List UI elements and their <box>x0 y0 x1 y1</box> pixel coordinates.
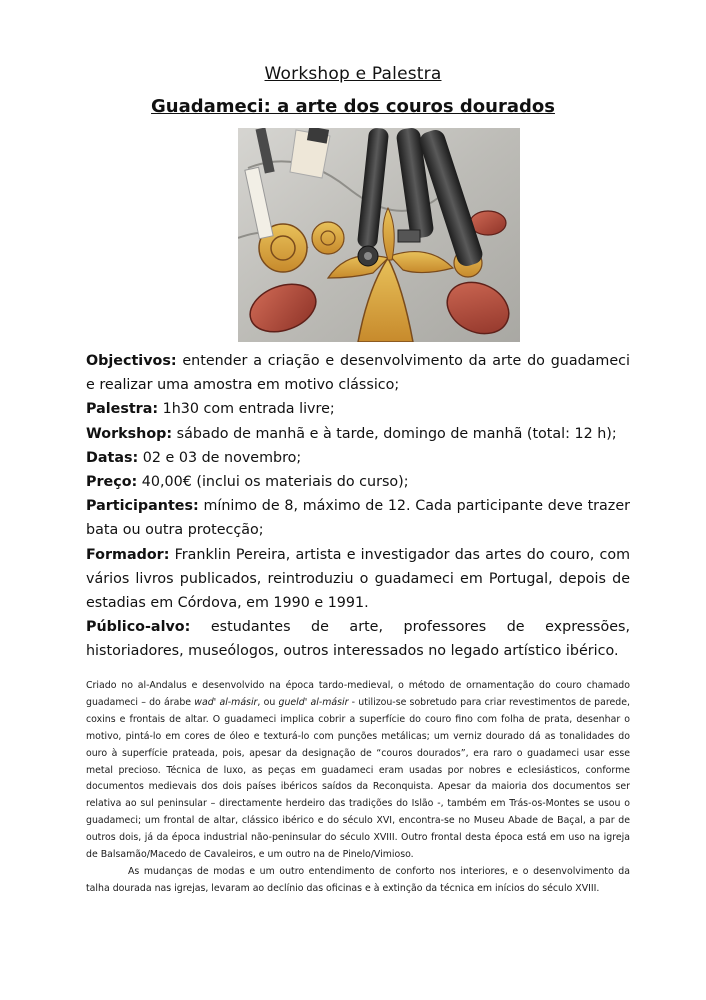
workshop-line <box>86 422 630 446</box>
event-title: Guadameci: a arte dos couros dourados <box>151 96 555 117</box>
objectives-label: Objectivos: <box>86 353 177 369</box>
trainer-text: Franklin Pereira, artista e investigador das artes do couro, com vários livros publicados, reintroduziu o guadameci em Portugal, depois de estadias em Córdova, em 1990 e 1991. <box>86 546 630 612</box>
event-subtitle: Workshop e Palestra <box>264 64 442 84</box>
history-text-a: Criado no al-Andalus e desenvolvido na época tardo-medieval, o método de ornamentação do couro chamado guadameci – do árabe <box>86 680 630 708</box>
lecture-text: 1h30 com entrada livre; <box>158 401 335 418</box>
objectives-line <box>86 349 630 397</box>
dates-line <box>86 446 630 470</box>
price-text: 40,00€ (inclui os materiais do curso); <box>137 474 409 491</box>
trainer-label: Formador: <box>86 546 170 563</box>
participants-text: mínimo de 8, máximo de 12. Cada participante deve trazer bata ou outra protecção; <box>86 498 630 539</box>
event-details <box>86 349 630 664</box>
history-paragraph-2: As mudanças de modas e um outro entendimento de conforto nos interiores, e o desenvolvimento da talha dourada nas igrejas, levaram ao declínio das oficinas e à extinção da técnica em inícios do século XVIII. <box>86 865 630 894</box>
lecture-label: Palestra: <box>86 401 159 418</box>
arabic-term-1: wad' al-másir <box>194 696 258 708</box>
audience-line <box>86 615 630 663</box>
price-line <box>86 470 630 494</box>
audience-text: estudantes de arte, professores de expressões, historiadores, museólogos, outros interessados no legado artístico ibérico. <box>86 619 630 660</box>
workshop-label: Workshop: <box>86 425 173 442</box>
price-label: Preço: <box>86 474 138 491</box>
dates-label: Datas: <box>86 449 139 466</box>
audience-label: Público-alvo: <box>86 619 191 636</box>
trainer-line <box>86 543 630 616</box>
history-text-c: - utilizou-se sobretudo para criar revestimentos de parede, coxins e frontais de altar. O guadameci implica cobrir a superfície do couro fino com folha de prata, desenhar o motivo, pintá-lo em cores de óleo e texturá-lo com punções metálicas; um verniz dourado dá as tonalidades do ouro à superfície prateada, pois, apesar da designação de “couros dourados”, era raro o guadameci usar esse metal precioso. Técnica de luxo, as peças em guadameci eram usadas por nobres e eclesiásticos, conforme documentos medievais dos dois países ibéricos saídos da Reconquista. Apesar da maioria dos documentos ser relativa ao sul peninsular – directamente herdeiro das tradições do Islão -, também em Trás-os-Montes se usou o guadameci; um frontal de altar, clássico ibérico e do século XVI, encontra-se no Museu Abade de Baçal, a par de outros dois, já da época industrial não-peninsular do século XVIII. Outro frontal desta época está em uso na igreja de Balsamão/Macedo de Cavaleiros, e um outro na de Pinelo/Vimioso. <box>86 696 630 861</box>
history-paragraph-1 <box>86 678 630 864</box>
history-text-b: , ou <box>257 696 279 708</box>
objectives-text: entender a criação e desenvolvimento da arte do guadameci e realizar uma amostra em motivo clássico; <box>86 353 630 394</box>
arabic-term-2: gueld' al-másir <box>278 696 349 708</box>
workshop-text: sábado de manhã e à tarde, domingo de manhã (total: 12 h); <box>172 425 617 442</box>
leather-tools-photo <box>238 128 520 342</box>
lecture-line <box>86 397 630 421</box>
history-description <box>86 678 630 898</box>
participants-line <box>86 494 630 542</box>
participants-label: Participantes: <box>86 498 199 515</box>
dates-text: 02 e 03 de novembro; <box>138 449 302 466</box>
